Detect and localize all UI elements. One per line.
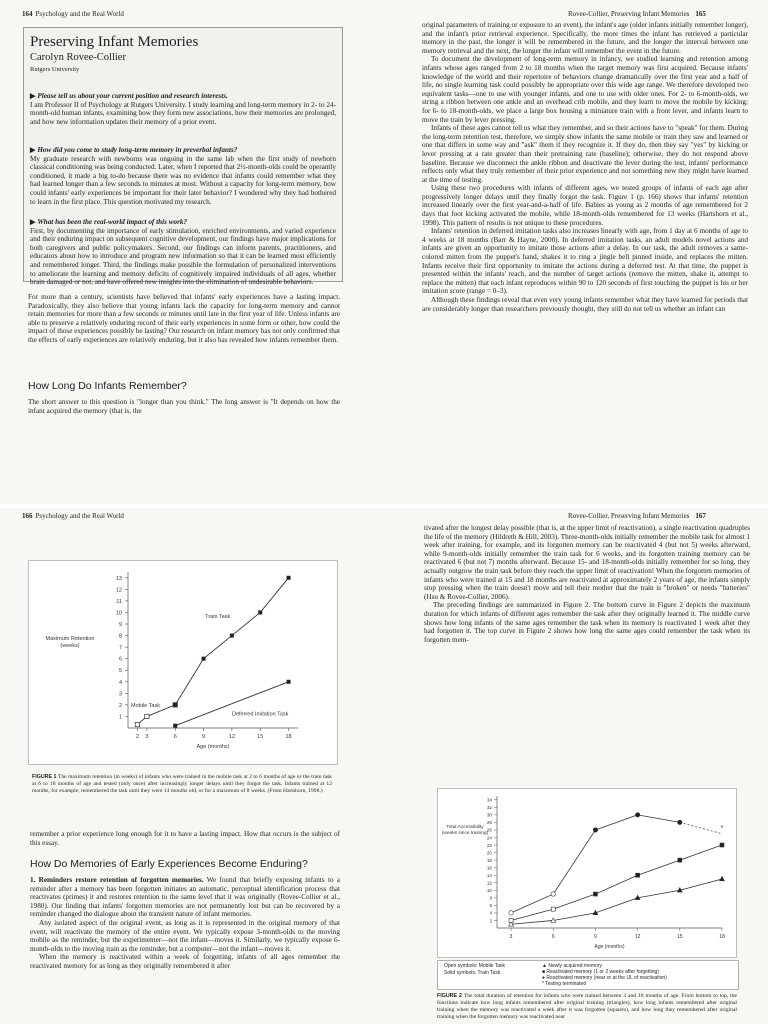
y-tick-label: 22 (486, 842, 492, 848)
right-column-text: original parameters of training or exposure to an event), the infant's age (older infants initially remember longer), and the infant's prior retrieval experience. Specifically, the more times the infant has retrieved a particular memory in the past, the longer it will be remembered in the future, and the longer the interval between one memory retrieval and the next, the longer the infant will remember the event in the future. To document the development of long-term memory in infancy, we studied learning and retention among infants whose ages ranged from 2 to 18 months when the target memory was first acquired. Because infants' knowledge of the world and their repertoire of behaviors change dramatically over the first year and a half of life, no single learning task could possibly be appropriate over this wide age range. We therefore developed two equivalent tasks—one to use with younger infants, and one to use with older ones. For 2- to 6-month-olds, we string a ribbon between one ankle and an overhead crib mobile, and they learn to move the mobile by kicking; for 6- to 18-month-olds, we place a large box housing a miniature train with a front lever, and infants learn to move the train by lever pressing. Infants of these ages cannot tell us what they remember, and so their actions have to "speak" for them. During the long-term retention test, therefore, we simply show infants the same mobile or train they saw and learned or one that differs in some way and "ask" them if they recognize it. If they do, then they say "yes" by kicking or lever pressing at a rate greater than their pretraining rate (baseline); otherwise, they do not respond above baseline. Because we disconnect the ankle ribbon and deactivate the lever during the test, infants' performance reflects only what they truly remember of their prior experience and not something new they might have learned at the time of testing. Using these two procedures with infants of different ages, we tested groups of infants of each age after progressively longer delays until they finally forgot the task. Figure 1 (p. 166) shows that infants' retention increased linearly over the first year-and-a-half of life. Babies as young as 2 months of age remembered for 2 days that foot kicking activated the mobile, while 18-month-olds remembered for 13 weeks (Hartshorn et al., 1998). This pattern of results is not unique to these procedures. Infants' retention in deferred imitation tasks also increases linearly with age, from 1 day at 6 months of age to 4 weeks at 18 months (Barr & Hayne, 2000). In deferred imitation tasks, an adult models novel actions and infants are given an opportunity to imitate those actions after a delay. In our task, the adult removes a same-colored mitten from the puppet's hand, shakes it to ring a jingle bell pinned inside, and replaces the mitten. Infants receive their first opportunity to imitate the actions during a deferred test. At that time, the puppet is presented within the infants' reach, and the number of target actions (remove the mitten, shake it, attempt to replace the mitten) that each infant reproduces within 90 to 120 seconds of first touching the puppet is his or her imitation score (range = 0–3). Although these findings reveal that even very young infants remember what they have learned for periods that are considerably longer than researchers previously thought, they still do not tell us whether an infant can (422, 21, 748, 313)
interview-answer: I am Professor II of Psychology at Rutgers University. I study learning and long-term memory in 2- to 24-month-old human infants, examining how they form new associations, how their memories are prolonged, and how new information updates their memory of a prior event. (30, 100, 336, 126)
page-number: 166 (22, 512, 33, 520)
y-tick-label: 6 (118, 656, 122, 663)
x-tick-label: 3 (509, 934, 513, 940)
page-number: 165 (695, 10, 706, 18)
data-point (173, 703, 177, 707)
section-heading: How Long Do Infants Remember? (28, 380, 187, 392)
triangle-marker-icon: ▲ (542, 963, 549, 969)
figure-2-caption: FIGURE 2 The total duration of retention for infants who were trained between 3 and 18 months of age. From bottom to top, the functions indicate how long infants remembered after original training (triangles), how long infants remembered after original training when the memory was reactivated a week after it was forgotten (squares), and how long they remembered after original training when the forgotten memory was reactivated near (437, 993, 737, 1020)
figure-2-legend (437, 960, 739, 990)
x-tick-label: 15 (677, 934, 683, 940)
data-point (720, 843, 724, 847)
interview-question: ▶ Please tell us about your current position and research interests. (30, 92, 228, 100)
y-tick-label: 4 (118, 679, 122, 686)
data-point (287, 576, 291, 580)
data-point (230, 634, 234, 638)
running-header-right (568, 10, 706, 18)
data-point (202, 657, 206, 661)
series-label: Train Task (205, 614, 231, 621)
page-number: 167 (695, 512, 706, 520)
data-point (593, 828, 597, 832)
header-title: Psychology and the Real World (35, 512, 124, 520)
legend-item-newly-acquired: ▲ Newly acquired memory (542, 963, 602, 969)
y-tick-label: 1 (118, 714, 122, 721)
running-header-right (568, 512, 706, 520)
essay-title: Preserving Infant Memories (30, 34, 199, 50)
page-164-165 (0, 0, 768, 504)
running-header-left (22, 512, 124, 520)
y-tick-label: 12 (115, 587, 122, 594)
author-interview-box (23, 27, 343, 287)
y-tick-label: 2 (489, 918, 492, 924)
x-tick-label: 9 (594, 934, 597, 940)
series-label: Mobile Task (131, 702, 160, 709)
y-tick-label: 28 (486, 820, 492, 826)
data-point (145, 714, 149, 718)
data-point (635, 813, 639, 817)
author-affiliation: Rutgers University (30, 66, 80, 73)
qa-block-2 (30, 146, 336, 206)
data-point (258, 610, 262, 614)
y-tick-label: 26 (486, 827, 492, 833)
y-tick-label: 8 (489, 895, 492, 901)
y-tick-label: 10 (115, 610, 122, 617)
y-tick-label: 10 (486, 888, 492, 894)
data-point (509, 911, 513, 915)
asterisk-marker-icon: * (542, 981, 546, 987)
square-marker-icon: ■ (542, 969, 547, 975)
y-tick-label: 12 (486, 880, 492, 886)
y-tick-label: 2 (118, 702, 122, 709)
y-axis-title: (weeks since training) (441, 831, 489, 836)
y-tick-label: 4 (489, 910, 492, 916)
y-tick-label: 6 (489, 903, 492, 909)
legend-item-reactivated-early: ■ Reactivated memory (1 or 2 weeks after forgetting) (542, 969, 659, 975)
interview-question: ▶ What has been the real-world impact of this work? (30, 218, 188, 226)
circle-marker-icon: ● (542, 975, 547, 981)
figure-1-caption: FIGURE 1 The maximum retention (in weeks) of infants who were trained in the mobile task at 2 to 6 months of age or the train task at 6 to 18 months of age and tested (only once) after increasingly longer delays until they forgot the task. Infants trained at 12 months, for example, remembered the task until they were 14 months old, or for a maximum of 8 weeks. (From Hartshorn, 1998.) (32, 774, 332, 794)
page-number: 164 (22, 10, 33, 18)
y-axis-title: Total Accessibility (446, 825, 484, 830)
y-tick-label: 3 (118, 691, 122, 698)
figure-2-chart (437, 788, 737, 958)
x-axis-title: Age (months) (594, 944, 625, 950)
y-tick-label: 14 (486, 873, 492, 878)
x-tick-label: 2 (135, 734, 139, 740)
header-title: Psychology and the Real World (35, 10, 124, 18)
header-title: Rovee-Collier, Preserving Infant Memories (568, 10, 690, 18)
y-tick-label: 11 (116, 598, 122, 605)
x-axis-title: Age (months) (196, 744, 230, 750)
header-title: Rovee-Collier, Preserving Infant Memories (568, 512, 690, 520)
section-heading: How Do Memories of Early Experiences Become Enduring? (30, 858, 308, 870)
author-name: Carolyn Rovee-Collier (30, 52, 126, 63)
data-point (593, 892, 597, 896)
y-tick-label: 32 (486, 805, 492, 811)
y-tick-label: 20 (486, 850, 492, 856)
y-tick-label: 24 (486, 835, 492, 841)
interview-answer: My graduate research with newborns was ongoing in the same lab when the first study of newborn classical conditioning was being conducted. Later, when I reported that 2½-month-olds could be operantly conditioned, it made a big to-do because there was no evidence that infants could remember what they had learned longer than a few seconds to minutes at most. Without a capacity for long-term memory, how could infants' early experiences be important for their later behavior? I wondered why they had bothered to learn in the first place. This question motivated my research. (30, 154, 336, 206)
body-text: 1. Reminders restore retention of forgotten memories. We found that briefly exposing infants to a reminder after a memory has been forgotten initiates an automatic, perceptual identification process that reactivates (primes) it and restores retention to the same level that it was originally (Rovee-Collier et al., 1980). Our finding that infants' forgotten memories are not permanently lost but can be recovered by a reminder changed the dialogue about the transient nature of infant memories. Any isolated aspect of the original event, as long as it is represented in the original memory of that event, will reactivate the memory of the entire event. We typically expose 3-month-olds to the moving mobile as the reminder, but the experimenter—not the infant—moves it. Similarly, we typically expose 6-month-olds to the moving train as the reminder, but a computer—not the infant—moves it. When the memory is reactivated within a week of forgetting, infants of all ages remember the reactivated memory for as long as they originally remembered it after (30, 876, 340, 970)
x-tick-label: 12 (634, 934, 641, 940)
x-tick-label: 9 (202, 734, 206, 740)
qa-block-3 (30, 218, 336, 287)
x-tick-label: 18 (719, 934, 725, 940)
y-tick-label: 5 (118, 668, 122, 675)
y-tick-label: 18 (486, 857, 492, 863)
legend-open-label: Open symbols: Mobile Task (444, 963, 506, 969)
y-tick-label: 8 (118, 633, 122, 640)
intro-paragraph: For more than a century, scientists have believed that infants' early experiences have a lasting impact. Paradoxically, they also believe that young infants lack the capacity for long-term memory and cannot retain memories for more than a few seconds or minutes until late in the first year of life. Unless infants are able to preserve a relatively enduring record of their early experiences in some form or other, how could the impact of those experiences possibly be lasting? Our research on infant memory has not only confirmed that the effects of early experiences are relatively enduring, but it also has revealed how infants remember them. (28, 293, 340, 344)
x-tick-label: 18 (285, 734, 292, 740)
y-axis-title: Maximum Retention (45, 636, 95, 642)
legend-item-testing-terminated: * Testing terminated (542, 981, 587, 987)
x-tick-label: 6 (551, 934, 555, 940)
y-tick-label: 16 (486, 865, 492, 871)
legend-item-reactivated-ul: ● Reactivated memory (near or at the UL of reactivation) (542, 975, 667, 981)
body-paragraph: The short answer to this question is "longer than you think." The long answer is "It depends on how the infant acquired the memory (that is, the (28, 398, 340, 415)
x-tick-label: 12 (228, 734, 235, 740)
data-point (551, 892, 555, 896)
data-point (551, 907, 555, 911)
body-paragraph: remember a prior experience long enough for it to have a lasting impact. How that occurs is the subject of this essay. (30, 830, 340, 847)
running-header-left (22, 10, 124, 18)
y-tick-label: 34 (486, 797, 492, 803)
data-point (678, 858, 682, 862)
x-tick-label: 15 (257, 734, 264, 740)
data-point (135, 722, 139, 726)
interview-answer: First, by documenting the importance of early stimulation, enriched environments, and varied experience and their enduring impact on subsequent cognitive development, our findings have major implications for both caregivers and public policymakers. Second, our findings can inform parents, practitioners, and educators about how to introduce and program new information so that it can be learned most efficiently and remembered longer. Third, the findings make possible the formulation of personalized interventions to ameliorate the learning and memory deficits of cognitively impaired individuals of all ages, whether brain damaged or not, and have offered new insights into the elimination of undesirable behaviors. (30, 226, 336, 287)
right-column-text: tivated after the longest delay possible (that is, at the upper limit of reactivation), a single reactivation quadruples the life of the memory (Hildreth & Hill, 2003). Three-month-olds initially remember the mobile task for almost 1 week after training, for example, and its forgotten memory can be reactivated 4 (but not 5) weeks afterward, while 9-month-olds initially remember the train task for 6 weeks, and its forgotten training memory can be reactivated 6 (but not 7) months afterward. Because 15- and 18-month-olds initially remember for so long, they actually outgrow the train task before they reach the upper limit of reactivation! When the forgotten memories of infants who were trained at 15 and 18 months are reactivated at approximately 2 years of age, the infants simply stop pressing when the train doesn't move and tell their mother that the train is "broken" or needs "batteries" (Hsu & Rovee-Collier, 2006). The preceding findings are summarized in Figure 2. The bottom curve in Figure 2 depicts the maximum duration for which infants of different ages remember the task after they originally learned it. The middle curve shows how long infants of the same ages remember the task when its memory is reactivated 1 week after they had forgotten it. The top curve in Figure 2 shows how long the same ages could remember the task when its forgotten mem- (424, 524, 750, 644)
data-point (636, 873, 640, 877)
data-point (509, 918, 513, 922)
testing-terminated-marker: * (720, 824, 724, 832)
x-tick-label: 3 (145, 734, 149, 740)
interview-question: ▶ How did you come to study long-term memory in preverbal infants? (30, 146, 238, 154)
x-tick-label: 6 (173, 734, 177, 740)
legend-solid-label: Solid symbols: Train Task (444, 970, 501, 976)
series-label: Deferred Imitation Task (231, 711, 289, 718)
y-tick-label: 30 (486, 812, 492, 818)
figure-1-chart (28, 560, 338, 765)
qa-block-1 (30, 92, 336, 126)
data-point (287, 680, 291, 684)
y-tick-label: 7 (118, 645, 122, 652)
data-point (173, 724, 177, 728)
y-axis-title: (weeks) (60, 643, 80, 649)
page-166-167 (0, 508, 768, 1024)
y-tick-label: 13 (115, 575, 122, 582)
y-tick-label: 9 (118, 622, 122, 628)
